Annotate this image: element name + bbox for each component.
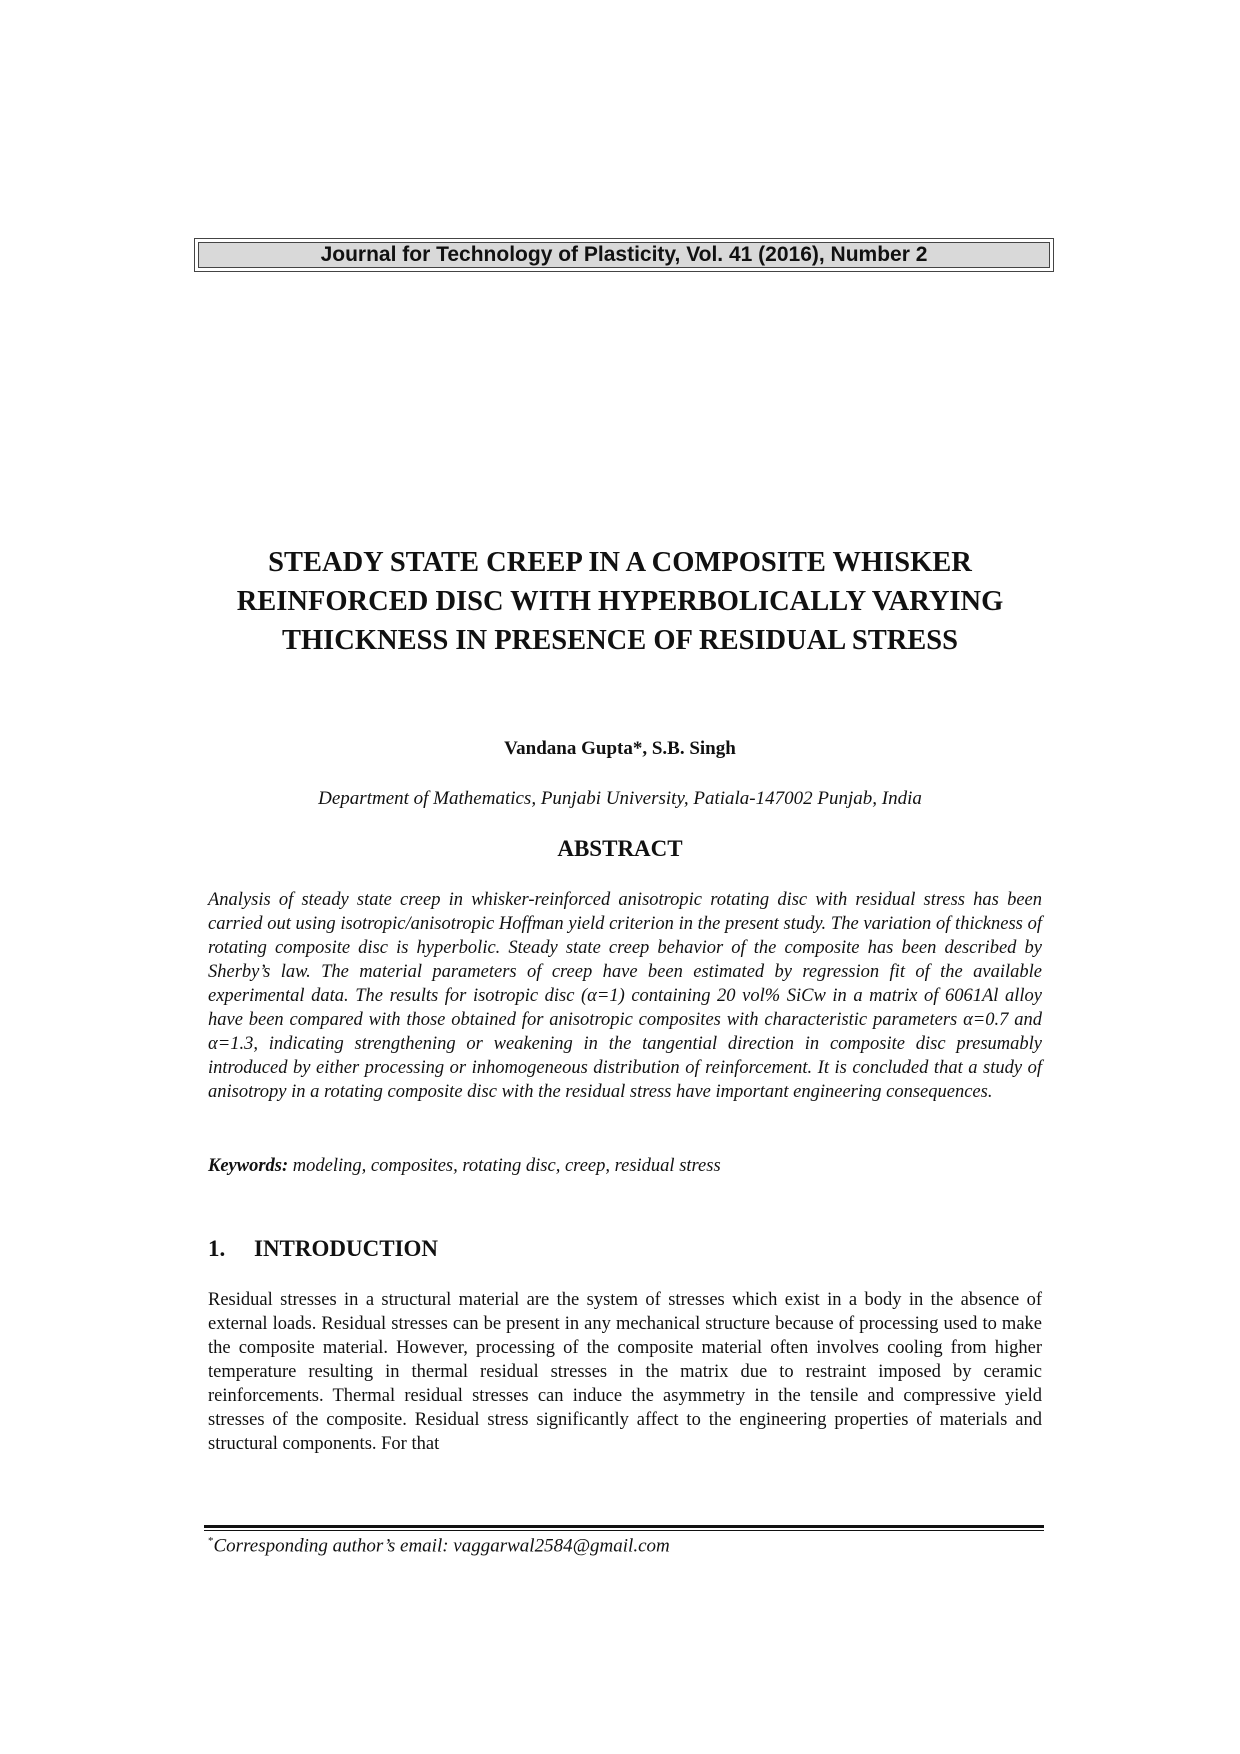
keywords (208, 1154, 1042, 1178)
introduction-text: Residual stresses in a structural material are the system of stresses which exist in a body in the absence of external loads. Residual stresses can be present in any mechanical structure because of processing used to make the composite material. However, processing of the composite material often involves cooling from higher temperature resulting in thermal residual stresses in the matrix due to restraint imposed by ceramic reinforcements. Thermal residual stresses can induce the asymmetry in the tensile and compressive yield stresses of the composite. Residual stress significantly affect to the engineering properties of materials and structural components. For that (208, 1290, 1042, 1454)
section-number: 1. (208, 1236, 226, 1261)
paper-title: STEADY STATE CREEP IN A COMPOSITE WHISKER REINFORCED DISC WITH HYPERBOLICALLY VARYING THICKNESS IN PRESENCE OF RESIDUAL STRESS (236, 547, 1004, 656)
authors: Vandana Gupta*, S.B. Singh (504, 738, 736, 759)
keywords-label: Keywords: (208, 1156, 289, 1176)
footnote (208, 1535, 1042, 1557)
abstract-text: Analysis of steady state creep in whisker-reinforced anisotropic rotating disc with residual stress has been carried out using isotropic/anisotropic Hoffman yield criterion in the present study. The variation of thickness of rotating composite disc is hyperbolic. Steady state creep behavior of the composite has been described by Sherby’s law. The material parameters of creep have been estimated by regression fit of the available experimental data. The results for isotropic disc (α=1) containing 20 vol% SiCw in a matrix of 6061Al alloy have been compared with those obtained for anisotropic composites with characteristic parameters α=0.7 and α=1.3, indicating strengthening or weakening in the tangential direction in composite disc presumably introduced by either processing or inhomogeneous distribution of reinforcement. It is concluded that a study of anisotropy in a rotating composite disc with the residual stress have important engineering consequences. (208, 890, 1042, 1102)
section-heading-introduction (208, 1236, 1042, 1262)
footnote-text: Corresponding author’s email: vaggarwal2584@gmail.com (213, 1535, 670, 1557)
footnote-divider (204, 1525, 1044, 1528)
journal-header-box (194, 238, 1054, 272)
section-title: INTRODUCTION (254, 1236, 439, 1261)
footnote-marker: * (208, 1535, 214, 1547)
keywords-list: modeling, composites, rotating disc, creep, residual stress (288, 1156, 721, 1176)
journal-header: Journal for Technology of Plasticity, Vol. 41 (2016), Number 2 (198, 242, 1050, 268)
affiliation: Department of Mathematics, Punjabi University, Patiala-147002 Punjab, India (318, 788, 922, 809)
footnote-divider-thin (204, 1530, 1044, 1531)
abstract-heading: ABSTRACT (557, 836, 683, 861)
